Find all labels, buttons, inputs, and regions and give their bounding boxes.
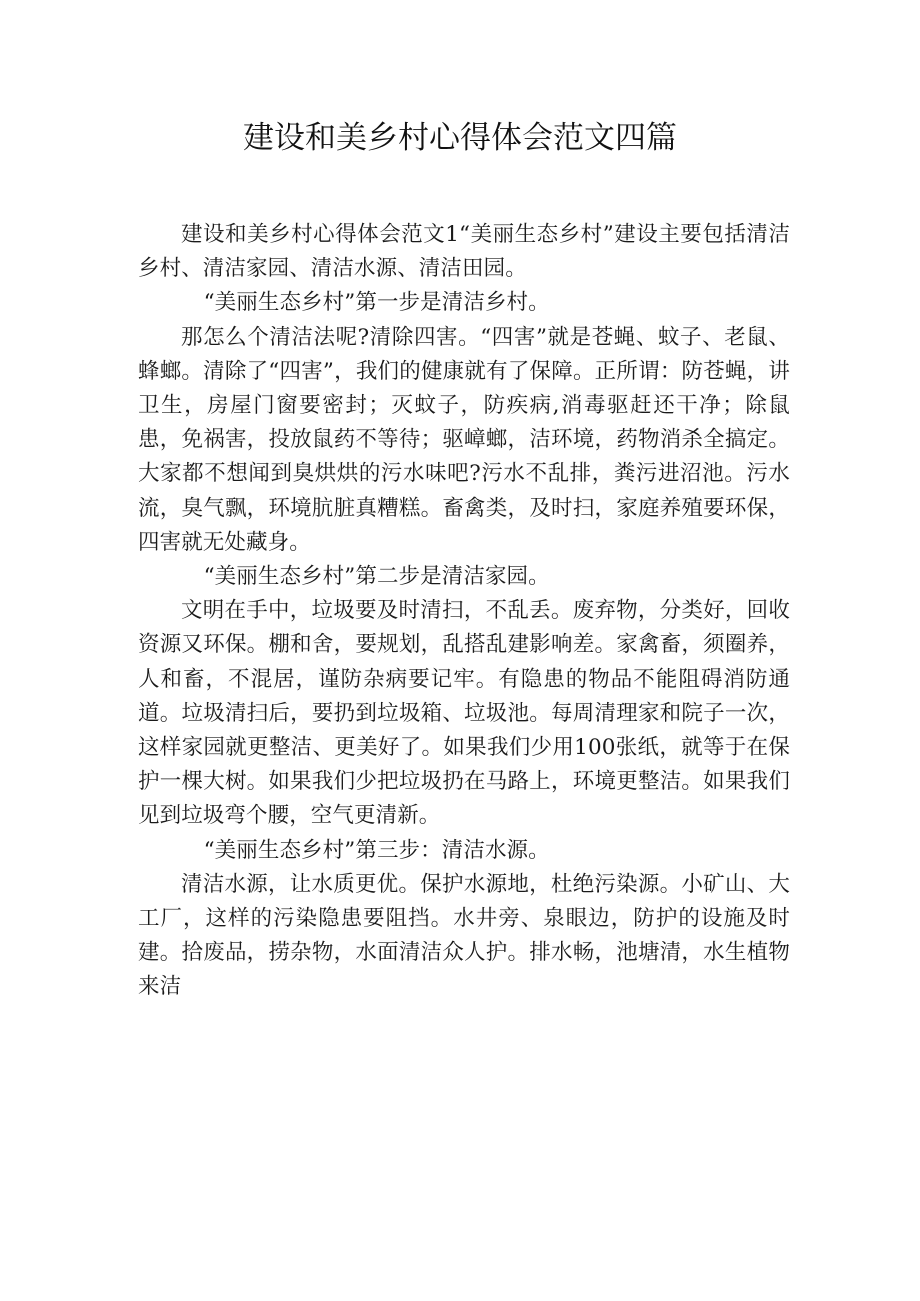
paragraph-step-three-body: 清洁水源，让水质更优。保护水源地，杜绝污染源。小矿山、大工厂，这样的污染隐患要阻挡。水井旁、泉眼边，防护的设施及时建。拾废品，捞杂物，水面清洁众人护。排水畅，池塘清，水生植物来洁 <box>138 871 790 1000</box>
paragraph-step-two-body: 文明在手中，垃圾要及时清扫，不乱丢。废弃物，分类好，回收资源又环保。棚和舍，要规划，乱搭乱建影响差。家禽畜，须圈养，人和畜，不混居，谨防杂病要记牢。有隐患的物品不能阻碍消防通道。垃圾清扫后，要扔到垃圾箱、垃圾池。每周清理家和院子一次，这样家园就更整洁、更美好了。如果我们少用100张纸，就等于在保护一棵大树。如果我们少把垃圾扔在马路上，环境更整洁。如果我们见到垃圾弯个腰，空气更清新。 <box>138 598 790 829</box>
document-title: 建设和美乡村心得体会范文四篇 <box>243 120 677 156</box>
paragraph-step-one-body: 那怎么个清洁法呢?清除四害。“四害”就是苍蝇、蚊子、老鼠、蜂螂。清除了“四害”，我们的健康就有了保障。正所谓：防苍蝇，讲卫生，房屋门窗要密封；灭蚊子，防疾病,消毒驱赶还干净；除鼠患，免祸害，投放鼠药不等待；驱嶂螂，洁环境，药物消杀全搞定。大家都不想闻到臭烘烘的污水味吧?污水不乱排，粪污进沼池。污水流，臭气飘，环境肮脏真糟糕。畜禽类，及时扫，家庭养殖要环保，四害就无处藏身。 <box>138 324 790 555</box>
paragraph-step-two-heading: “美丽生态乡村”第二步是清洁家园。 <box>203 564 550 590</box>
paragraph-intro: 建设和美乡村心得体会范文1“美丽生态乡村”建设主要包括清洁乡村、清洁家园、清洁水源、清洁田园。 <box>138 222 790 282</box>
document-body <box>138 218 790 1005</box>
paragraph-step-one-heading: “美丽生态乡村”第一步是清洁乡村。 <box>203 290 550 316</box>
paragraph-step-three-heading: “美丽生态乡村”第三步：清洁水源。 <box>203 837 550 863</box>
